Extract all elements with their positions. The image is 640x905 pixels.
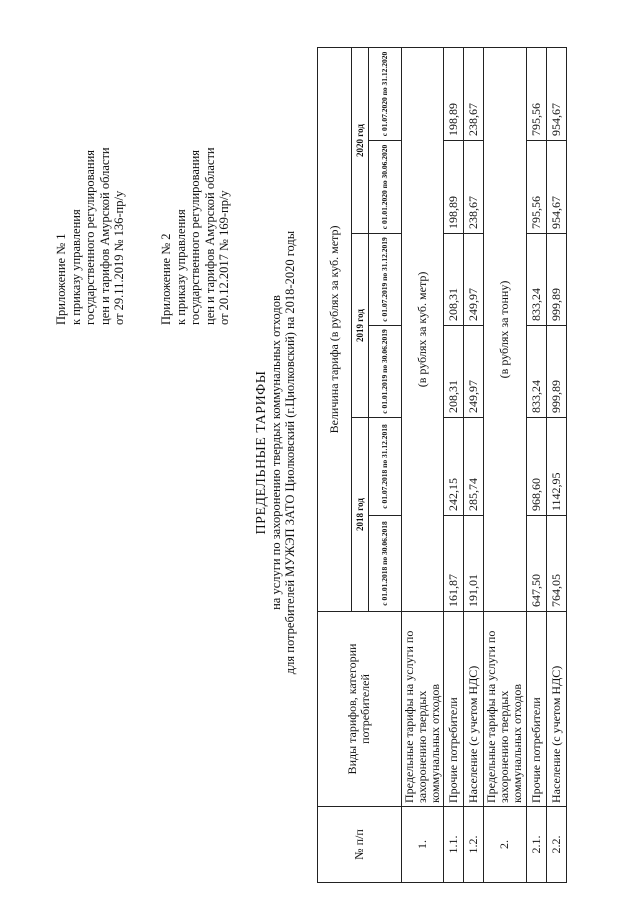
row-num: 2.: [484, 807, 526, 883]
table-row: [546, 47, 566, 882]
appendix-2-line: цен и тарифов Амурской области: [202, 147, 217, 325]
header-period: с 01.01.2018 по 30.06.2018: [369, 516, 401, 612]
appendix-2-title: Приложение № 2: [159, 233, 173, 325]
row-value: 208,31: [443, 234, 463, 326]
row-value: 238,67: [464, 141, 484, 234]
row-name: Прочие потребители: [526, 612, 546, 807]
header-period: с 01.07.2018 по 31.12.2018: [369, 418, 401, 516]
header-year: 2019 год: [352, 234, 369, 418]
document-title: [255, 0, 297, 905]
unit-label: (в рублях за куб. метр): [401, 47, 443, 611]
title-main: ПРЕДЕЛЬНЫЕ ТАРИФЫ: [254, 370, 269, 535]
appendix-1-line: цен и тарифов Амурской области: [97, 147, 112, 325]
tariff-table: [317, 47, 567, 883]
appendix-1-title: Приложение № 1: [54, 233, 68, 325]
row-value: 242,15: [443, 418, 463, 516]
row-value: 238,67: [464, 47, 484, 140]
row-name: Предельные тарифы на услуги по захоронению твердых коммунальных отходов: [401, 612, 443, 807]
unit-label: (в рублях за тонну): [484, 47, 526, 611]
header-period: с 01.07.2019 по 31.12.2019: [369, 234, 401, 326]
row-value: 249,97: [464, 234, 484, 326]
header-period: с 01.01.2019 по 30.06.2019: [369, 326, 401, 418]
row-value: 795,56: [526, 47, 546, 140]
row-value: 999,89: [546, 234, 566, 326]
appendix-1-line: к приказу управления: [68, 209, 83, 325]
row-value: 999,89: [546, 326, 566, 418]
row-value: 198,89: [443, 141, 463, 234]
appendix-2-line: к приказу управления: [173, 209, 188, 325]
row-num: 2.1.: [526, 807, 546, 883]
header-num: № п/п: [318, 807, 402, 883]
appendix-1-block: [54, 25, 127, 325]
header-period: с 01.07.2020 по 31.12.2020: [369, 47, 401, 140]
header-row: [318, 47, 352, 882]
row-value: 1142,95: [546, 418, 566, 516]
row-name: Население (с учетом НДС): [546, 612, 566, 807]
row-value: 954,67: [546, 141, 566, 234]
row-value: 198,89: [443, 47, 463, 140]
table-row: [401, 47, 443, 882]
row-value: 249,97: [464, 326, 484, 418]
row-value: 208,31: [443, 326, 463, 418]
appendix-1-line: государственного регулирования: [83, 149, 98, 325]
row-value: 647,50: [526, 516, 546, 612]
row-value: 764,05: [546, 516, 566, 612]
row-value: 161,87: [443, 516, 463, 612]
row-value: 795,56: [526, 141, 546, 234]
row-value: 833,24: [526, 326, 546, 418]
row-num: 1.2.: [464, 807, 484, 883]
header-type: Виды тарифов, категории потребителей: [318, 612, 402, 807]
row-value: 191,01: [464, 516, 484, 612]
row-value: 968,60: [526, 418, 546, 516]
row-value: 285,74: [464, 418, 484, 516]
row-name: Население (с учетом НДС): [464, 612, 484, 807]
row-num: 1.: [401, 807, 443, 883]
row-num: 2.2.: [546, 807, 566, 883]
table-row: [526, 47, 546, 882]
row-value: 833,24: [526, 234, 546, 326]
appendix-2-line: государственного регулирования: [188, 149, 203, 325]
title-subtitle: на услуги по захоронению твердых коммунальных отходов: [269, 295, 283, 610]
table-row: [443, 47, 463, 882]
appendix-1-date: от 29.11.2019 № 136-пр/у: [112, 190, 127, 325]
header-year: 2020 год: [352, 47, 369, 233]
appendix-2-block: [159, 25, 232, 325]
table-row: [464, 47, 484, 882]
header-period: с 01.01.2020 по 30.06.2020: [369, 141, 401, 234]
row-name: Предельные тарифы на услуги по захоронению твердых коммунальных отходов: [484, 612, 526, 807]
row-num: 1.1.: [443, 807, 463, 883]
title-subtitle: для потребителей МУЖЭП ЗАТО Циолковский (г.Циолковский) на 2018-2020 годы: [283, 230, 297, 675]
row-name: Прочие потребители: [443, 612, 463, 807]
header-value: Величина тарифа (в рублях за куб. метр): [318, 47, 352, 611]
appendix-2-date: от 20.12.2017 № 169-пр/у: [217, 190, 232, 325]
row-value: 954,67: [546, 47, 566, 140]
table-row: [484, 47, 526, 882]
header-year: 2018 год: [352, 418, 369, 612]
